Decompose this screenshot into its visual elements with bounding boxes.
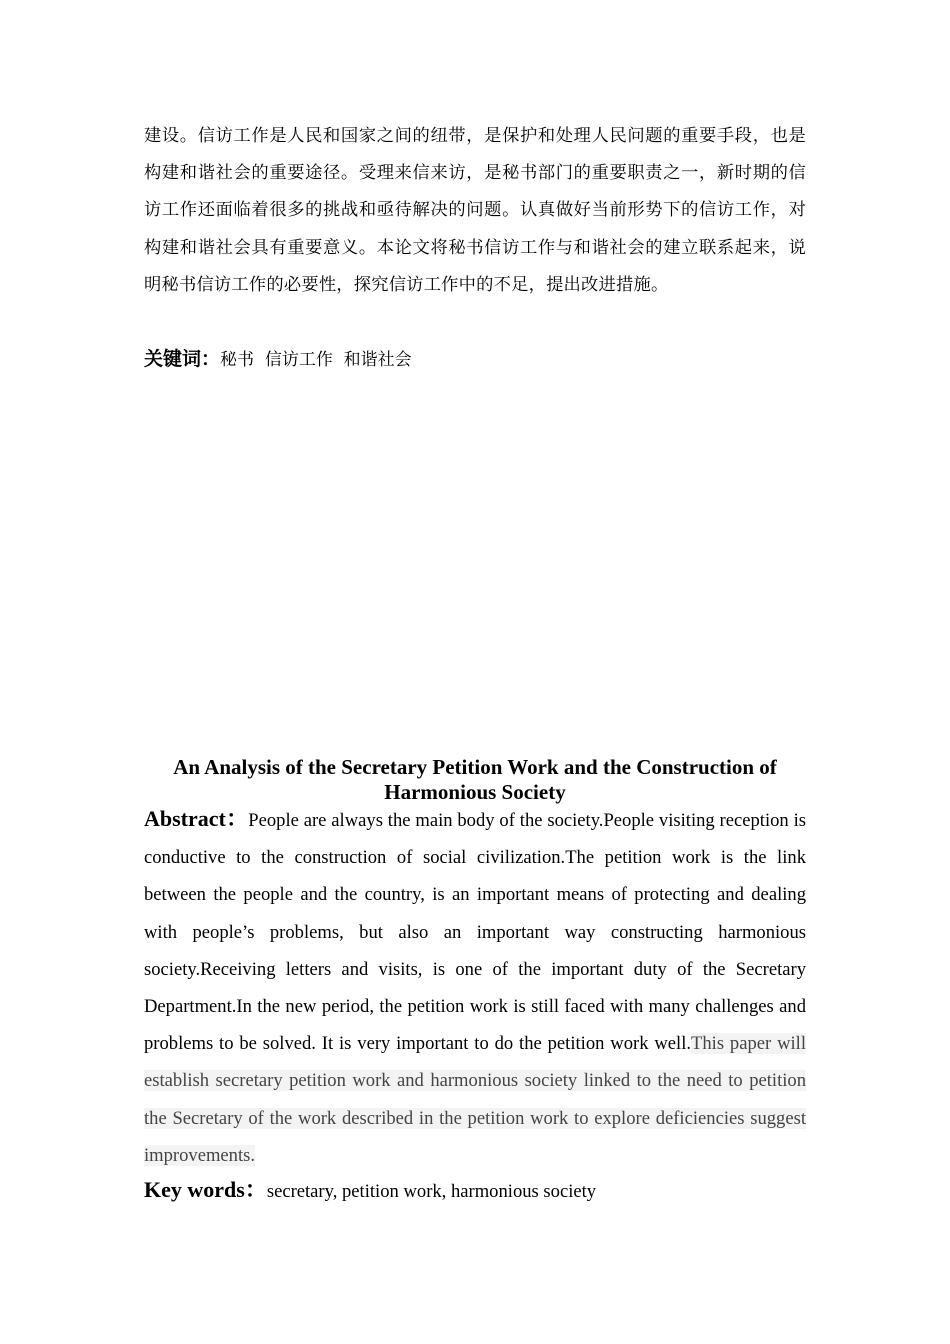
chinese-keywords xyxy=(144,341,806,378)
english-abstract-highlighted-text: This paper will establish secretary petition work and harmonious society linked to the need to petition the Secretary of the work described in the petition work to explore deficiencies suggest improvements. xyxy=(144,1033,806,1166)
english-paper-title: An Analysis of the Secretary Petition Work and the Construction of Harmonious Society xyxy=(173,755,777,804)
english-abstract xyxy=(144,800,806,1174)
english-abstract-label: Abstract： xyxy=(144,806,249,831)
english-abstract-text: People are always the main body of the society.People visiting reception is conductive to the construction of social civilization.The petition work is the link between the people and the country, is an important means of protecting and dealing with people’s problems, but also an important way constructing harmonious society.Receiving letters and visits, is one of the important duty of the Secretary Department.In the new period, the petition work is still faced with many challenges and problems to be solved. It is very important to do the petition work well. xyxy=(144,810,806,1055)
chinese-keywords-value: 秘书 信访工作 和谐社会 xyxy=(220,350,412,370)
chinese-keywords-label: 关键词： xyxy=(144,348,221,370)
english-keywords-value: secretary, petition work, harmonious society xyxy=(266,1181,597,1202)
chinese-abstract-body: 建设。信访工作是人民和国家之间的纽带，是保护和处理人民问题的重要手段，也是构建和谐社会的重要途径。受理来信来访，是秘书部门的重要职责之一，新时期的信访工作还面临着很多的挑战和亟待解决的问题。认真做好当前形势下的信访工作，对构建和谐社会具有重要意义。本论文将秘书信访工作与和谐社会的建立联系起来，说明秘书信访工作的必要性，探究信访工作中的不足，提出改进措施。 xyxy=(144,126,806,295)
english-keywords xyxy=(144,1172,806,1211)
english-keywords-label: Key words： xyxy=(144,1177,267,1202)
